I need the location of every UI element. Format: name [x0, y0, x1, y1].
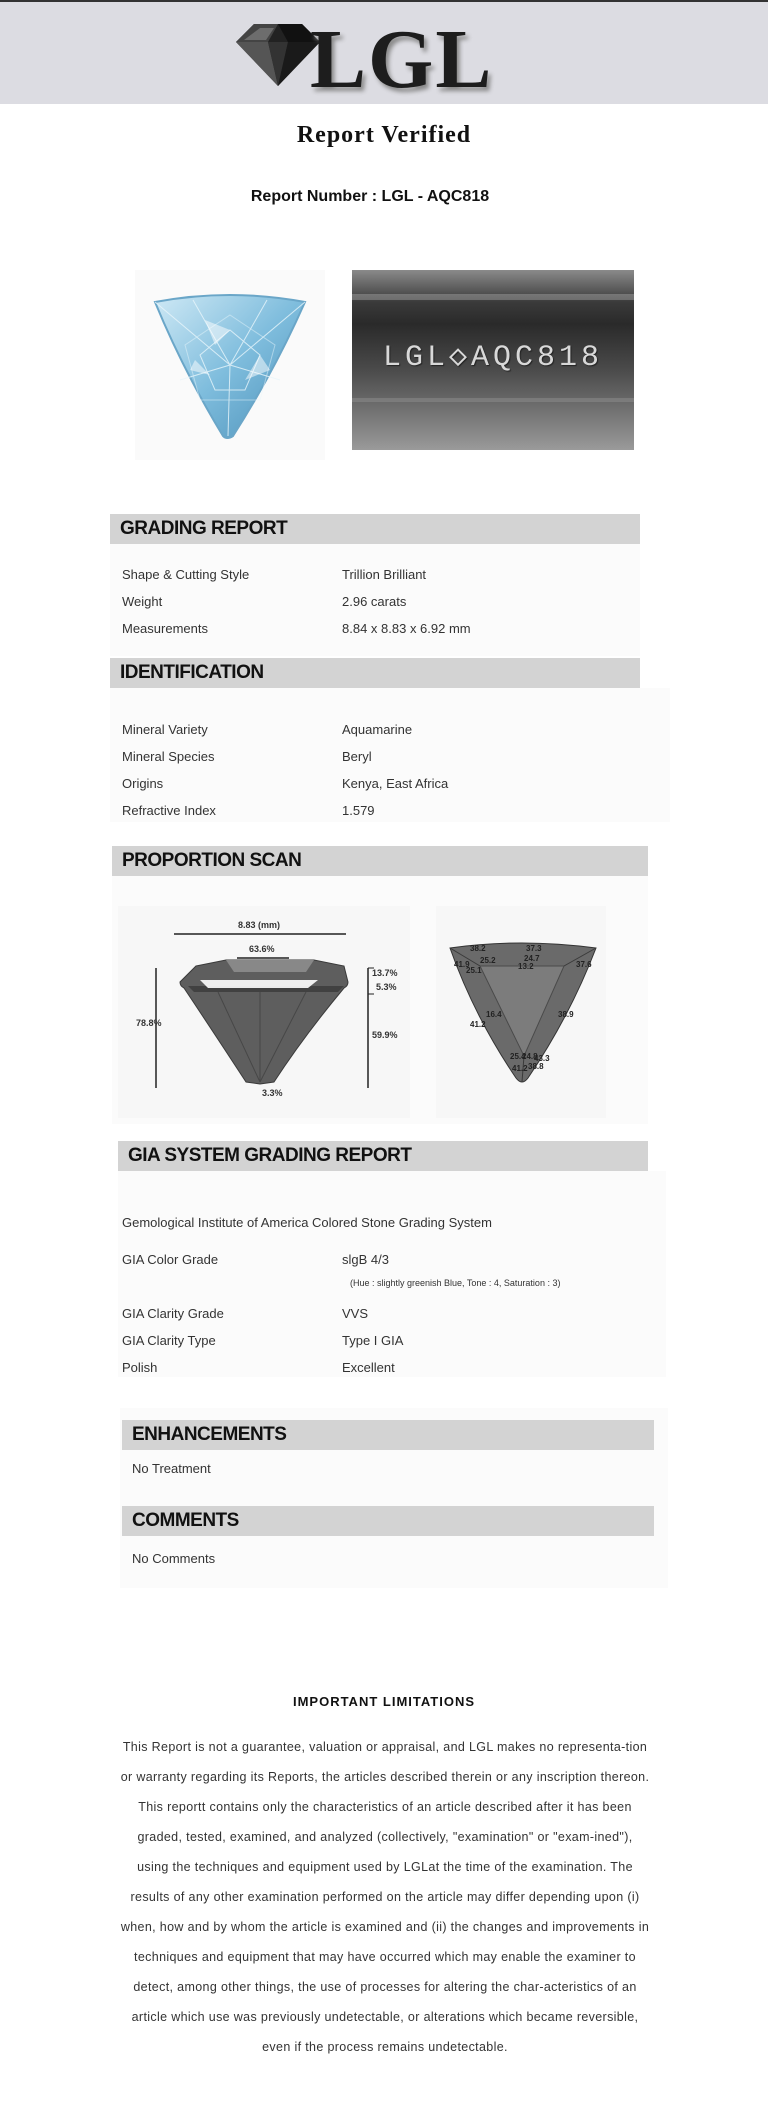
- trillion-gem-image: [135, 270, 325, 460]
- grading-report-header: [110, 514, 640, 544]
- inscription-text: LGL◇AQC818: [382, 341, 604, 375]
- limitations-title: IMPORTANT LIMITATIONS: [292, 1694, 476, 1709]
- gia-color-grade-label: GIA Color Grade: [122, 1252, 219, 1267]
- logo-text: LGL: [310, 13, 494, 106]
- gia-report-title: GIA SYSTEM GRADING REPORT: [128, 1145, 412, 1166]
- comments-value: No Comments: [132, 1551, 216, 1566]
- mineral-species-value: Beryl: [342, 749, 372, 764]
- top-label-9: 41.2: [470, 1020, 486, 1029]
- gia-system-description: Gemological Institute of America Colored Stone Grading System: [122, 1215, 492, 1230]
- page-title: Report Verified: [296, 122, 472, 148]
- side-table-label: 63.6%: [249, 944, 275, 954]
- proportion-scan-title: PROPORTION SCAN: [122, 850, 302, 871]
- top-label-15: 38.8: [528, 1062, 544, 1071]
- top-label-2: 41.9: [454, 960, 470, 969]
- enhancements-title: ENHANCEMENTS: [132, 1424, 287, 1445]
- proportion-scan-header: [112, 846, 648, 876]
- gia-clarity-grade-value: VVS: [342, 1306, 369, 1321]
- diamond-icon: [234, 20, 322, 90]
- top-label-10: 38.9: [558, 1010, 574, 1019]
- header-banner: [0, 0, 768, 104]
- polish-label: Polish: [122, 1360, 158, 1375]
- shape-value: Trillion Brilliant: [342, 567, 427, 582]
- measurements-label: Measurements: [122, 621, 208, 636]
- weight-label: Weight: [122, 594, 163, 609]
- top-label-12: 24.8: [522, 1052, 538, 1061]
- gia-color-note: (Hue : slightly greenish Blue, Tone : 4, Saturation : 3): [350, 1278, 561, 1288]
- gia-clarity-grade-label: GIA Clarity Grade: [122, 1306, 224, 1321]
- gem-photo: [135, 270, 325, 460]
- top-label-3: 25.2: [480, 956, 496, 965]
- top-label-6: 25.1: [466, 966, 482, 975]
- mineral-variety-label: Mineral Variety: [122, 722, 208, 737]
- polish-value: Excellent: [342, 1360, 395, 1375]
- side-girdle-label: 5.3%: [376, 982, 397, 992]
- measurements-value: 8.84 x 8.83 x 6.92 mm: [342, 621, 471, 636]
- side-culet-label: 3.3%: [262, 1088, 283, 1098]
- girdle-inscription-photo: [352, 270, 634, 450]
- gia-report-header: [118, 1141, 648, 1171]
- lgl-logo: [232, 12, 494, 106]
- top-label-8: 16.4: [486, 1010, 502, 1019]
- top-label-5: 37.6: [576, 960, 592, 969]
- mineral-species-label: Mineral Species: [122, 749, 215, 764]
- shape-label: Shape & Cutting Style: [122, 567, 250, 582]
- origins-value: Kenya, East Africa: [342, 776, 449, 791]
- top-label-11: 25.4: [510, 1052, 526, 1061]
- mineral-variety-value: Aquamarine: [342, 722, 413, 737]
- top-label-1: 37.3: [526, 944, 542, 953]
- report-number: Report Number : LGL - AQC818: [250, 188, 490, 205]
- identification-title: IDENTIFICATION: [120, 662, 264, 683]
- side-width-label: 8.83 (mm): [238, 920, 281, 930]
- limitations-text: This Report is not a guarantee, valuation or appraisal, and LGL makes no representa-tion or warranty regarding its Reports, the articles described therein or any inscription thereon. This reportt contains only the characteristics of an article described after it has been graded, tested, examined, and analyzed (collectively, "examination" or "exam-ined"), using the techniques and equipment used by LGLat the time of the examination. The results of any other examination performed on the article may differ depending upon (i) when, how and by whom the article is examined and (ii) the changes and improvements in techniques and equipment that may have occurred which may enable the examiner to detect, among other things, the use of processes for altering the char-acteristics of an article which use was previously undetectable, or alterations which became reversible, even if the process remains undetectable.: [120, 1740, 650, 2054]
- comments-title: COMMENTS: [132, 1510, 239, 1531]
- gia-color-grade-value: slgB 4/3: [342, 1252, 389, 1267]
- gia-clarity-type-value: Type I GIA: [342, 1333, 404, 1348]
- side-pavilion-label: 59.9%: [372, 1030, 398, 1040]
- top-label-0: 38.2: [470, 944, 486, 953]
- side-crown-label: 13.7%: [372, 968, 398, 978]
- side-depth-label: 78.8%: [136, 1018, 162, 1028]
- gia-clarity-type-label: GIA Clarity Type: [122, 1333, 216, 1348]
- enhancements-value: No Treatment: [132, 1461, 211, 1476]
- enhancements-header: [122, 1420, 654, 1450]
- identification-header: [110, 658, 640, 688]
- top-label-4: 24.7: [524, 954, 540, 963]
- origins-label: Origins: [122, 776, 164, 791]
- top-view-diagram: [436, 906, 606, 1118]
- refractive-index-label: Refractive Index: [122, 803, 216, 818]
- refractive-index-value: 1.579: [342, 803, 375, 818]
- grading-report-title: GRADING REPORT: [120, 518, 288, 539]
- top-label-13: 43.3: [534, 1054, 550, 1063]
- comments-header: [122, 1506, 654, 1536]
- weight-value: 2.96 carats: [342, 594, 407, 609]
- side-profile-diagram: [118, 906, 410, 1118]
- top-label-14: 41.2: [512, 1064, 528, 1073]
- top-label-7: 13.2: [518, 962, 534, 971]
